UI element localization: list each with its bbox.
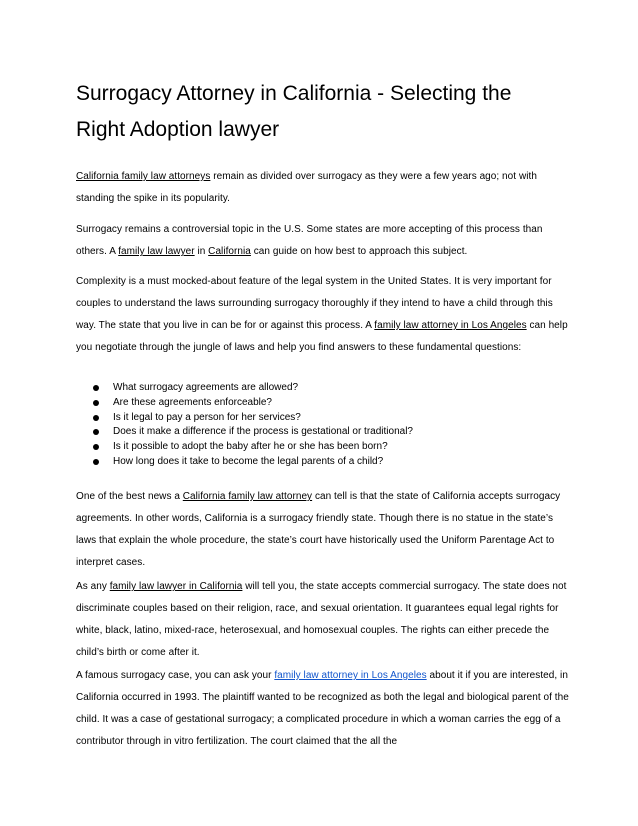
link-california[interactable]: California	[208, 246, 251, 257]
title-line-1: Surrogacy Attorney in California - Selecting the	[76, 82, 512, 105]
paragraph-2	[76, 219, 571, 263]
paragraph-3-post: can help you negotiate through the jungle of laws and help you find answers to these fundamental questions:	[76, 320, 568, 353]
bullet-icon	[93, 415, 99, 421]
question-list	[76, 381, 571, 470]
paragraph-4-post: can tell is that the state of California accepts surrogacy agreements. In other words, California is a surrogacy friendly state. Though there is no statue in the state’s laws that explain the whole procedure, the state’s court have historically used the Uniform Parentage Act to interpret cases.	[76, 491, 561, 568]
paragraph-1-text: remain as divided over surrogacy as they were a few years ago; not with standing the spike in its popularity.	[76, 171, 537, 204]
list-item: What surrogacy agreements are allowed?	[76, 381, 571, 396]
bullet-icon	[93, 429, 99, 435]
paragraph-4-pre: One of the best news a	[76, 491, 183, 502]
paragraph-5-pre: As any	[76, 581, 110, 592]
paragraph-3-pre: Complexity is a must mocked-about feature of the legal system in the United States. It is very important for couples to understand the laws surrounding surrogacy thoroughly if they intend to have a child through this way. The state that you live in can be for or against this process. A	[76, 276, 553, 331]
paragraph-4	[76, 486, 571, 574]
paragraph-5	[76, 576, 571, 664]
list-item: Is it legal to pay a person for her services?	[76, 411, 571, 426]
bullet-icon	[93, 459, 99, 465]
link-family-law-attorney-los-angeles[interactable]: family law attorney in Los Angeles	[374, 320, 527, 331]
list-item: How long does it take to become the legal parents of a child?	[76, 455, 571, 470]
link-california-family-law-attorney[interactable]: California family law attorney	[182, 491, 313, 502]
list-item: Does it make a difference if the process is gestational or traditional?	[76, 425, 571, 440]
paragraph-2-pre: Surrogacy remains a controversial topic in the U.S. Some states are more accepting of this process than others. A	[76, 224, 543, 257]
paragraph-3	[76, 271, 571, 359]
paragraph-6	[76, 665, 571, 753]
bullet-icon	[93, 400, 99, 406]
paragraph-6-post: about it if you are interested, in California occurred in 1993. The plaintiff wanted to be recognized as both the legal and biological parent of the child. It was a case of gestational surrogacy; a complicated procedure in which a woman carries the egg of a contributor through in vitro fertilization. The court claimed that the all the	[76, 670, 569, 747]
paragraph-6-pre: A famous surrogacy case, you can ask your	[76, 670, 275, 681]
bullet-icon	[93, 385, 99, 391]
paragraph-5-post: will tell you, the state accepts commercial surrogacy. The state does not discriminate couples based on their religion, race, and sexual orientation. It guarantees equal legal rights for white, black, latino, mixed-race, heterosexual, and homosexual couples. The rights can either precede the child’s birth or come after it.	[76, 581, 567, 658]
title-line-2: Right Adoption lawyer	[76, 118, 280, 141]
paragraph-2-post: can guide on how best to approach this subject.	[250, 246, 468, 257]
page-title	[76, 76, 576, 148]
list-item: Are these agreements enforceable?	[76, 396, 571, 411]
link-california-family-law-attorneys[interactable]: California family law attorneys	[76, 171, 211, 182]
paragraph-1	[76, 166, 571, 210]
link-family-law-lawyer-california[interactable]: family law lawyer in California	[109, 581, 243, 592]
bullet-icon	[93, 444, 99, 450]
list-item: Is it possible to adopt the baby after he or she has been born?	[76, 440, 571, 455]
link-family-law-attorney-los-angeles-2[interactable]: family law attorney in Los Angeles	[274, 670, 427, 681]
link-family-law-lawyer[interactable]: family law lawyer	[118, 246, 195, 257]
paragraph-2-mid: in	[194, 246, 209, 257]
